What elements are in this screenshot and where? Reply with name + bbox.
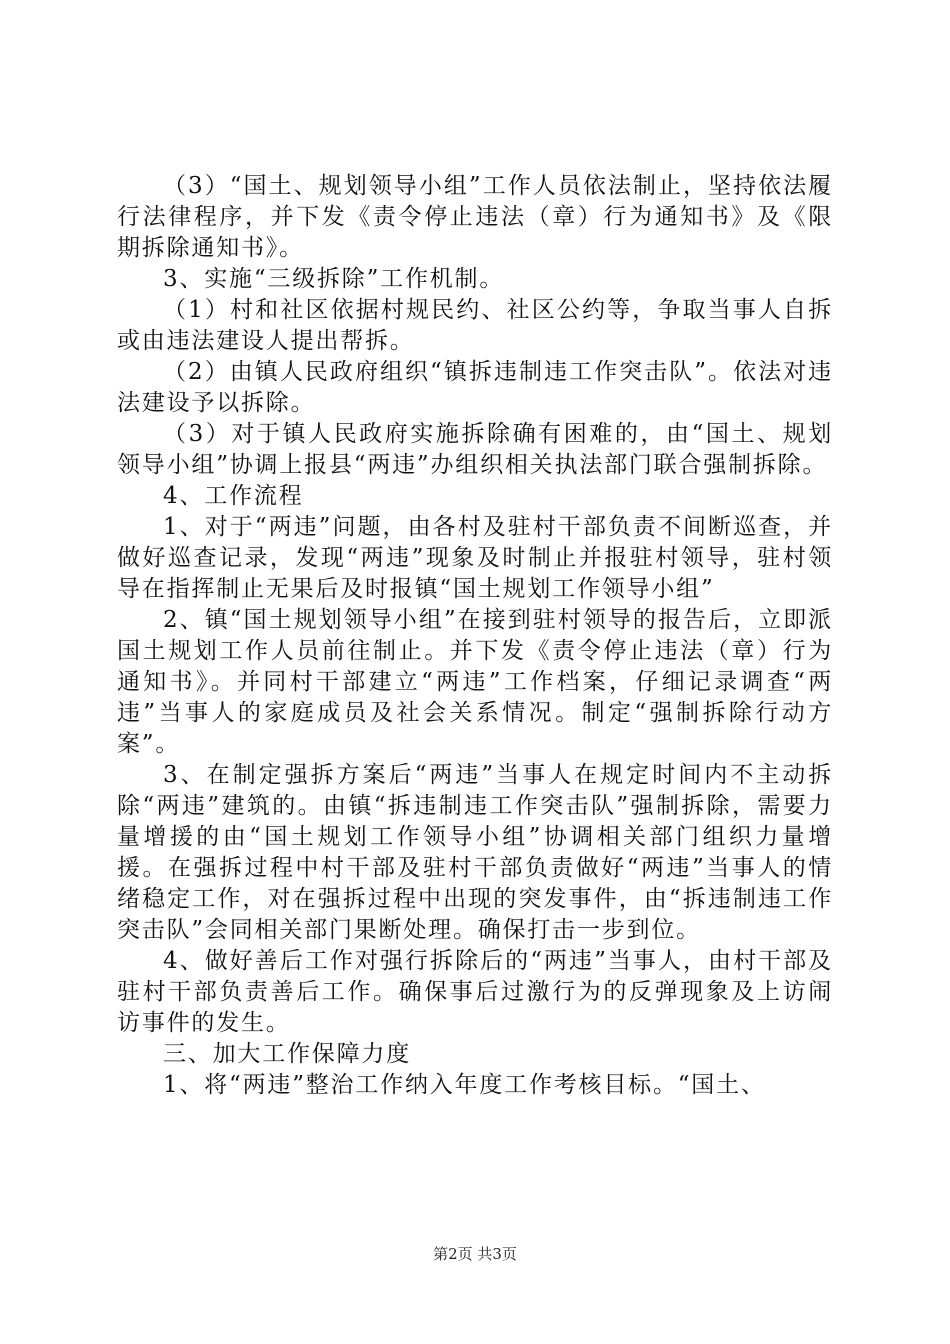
paragraph: 2、镇“国土规划领导小组”在接到驻村领导的报告后，立即派国土规划工作人员前往制止。并下发《责令停止违法（章）行为通知书》。并同村干部建立“两违”工作档案，仔细记录调查“两违”当事人的家庭成员及社会关系情况。制定“强制拆除行动方案”。 <box>117 607 833 757</box>
paragraph: 1、对于“两违”问题，由各村及驻村干部负责不间断巡查，并做好巡查记录，发现“两违”现象及时制止并报驻村领导，驻村领导在指挥制止无果后及时报镇“国土规划工作领导小组” <box>117 514 833 602</box>
paragraph: （3）对于镇人民政府实施拆除确有困难的，由“国土、规划领导小组”协调上报县“两违”办组织相关执法部门联合强制拆除。 <box>117 421 833 478</box>
paragraph: 三、加大工作保障力度 <box>163 1041 411 1067</box>
page-number-footer: 第2页 共3页 <box>433 1245 517 1263</box>
paragraph: 3、在制定强拆方案后“两违”当事人在规定时间内不主动拆除“两违”建筑的。由镇“拆违制违工作突击队”强制拆除，需要力量增援的由“国土规划工作领导小组”协调相关部门组织力量增援。在强拆过程中村干部及驻村干部负责做好“两违”当事人的情绪稳定工作，对在强拆过程中出现的突发事件，由“拆违制违工作突击队”会同相关部门果断处理。确保打击一步到位。 <box>117 762 833 943</box>
document-body <box>117 171 833 1101</box>
paragraph: （3）“国土、规划领导小组”工作人员依法制止，坚持依法履行法律程序，并下发《责令停止违法（章）行为通知书》及《限期拆除通知书》。 <box>117 173 833 261</box>
paragraph: （2）由镇人民政府组织“镇拆违制违工作突击队”。依法对违法建设予以拆除。 <box>117 359 833 416</box>
paragraph: 3、实施“三级拆除”工作机制。 <box>163 266 505 292</box>
paragraph: 4、做好善后工作对强行拆除后的“两违”当事人，由村干部及驻村干部负责善后工作。确保事后过激行为的反弹现象及上访闹访事件的发生。 <box>117 948 833 1036</box>
paragraph: （1）村和社区依据村规民约、社区公约等，争取当事人自拆或由违法建设人提出帮拆。 <box>117 297 833 354</box>
paragraph: 1、将“两违”整治工作纳入年度工作考核目标。“国土、 <box>163 1072 766 1098</box>
paragraph: 4、工作流程 <box>163 483 304 509</box>
